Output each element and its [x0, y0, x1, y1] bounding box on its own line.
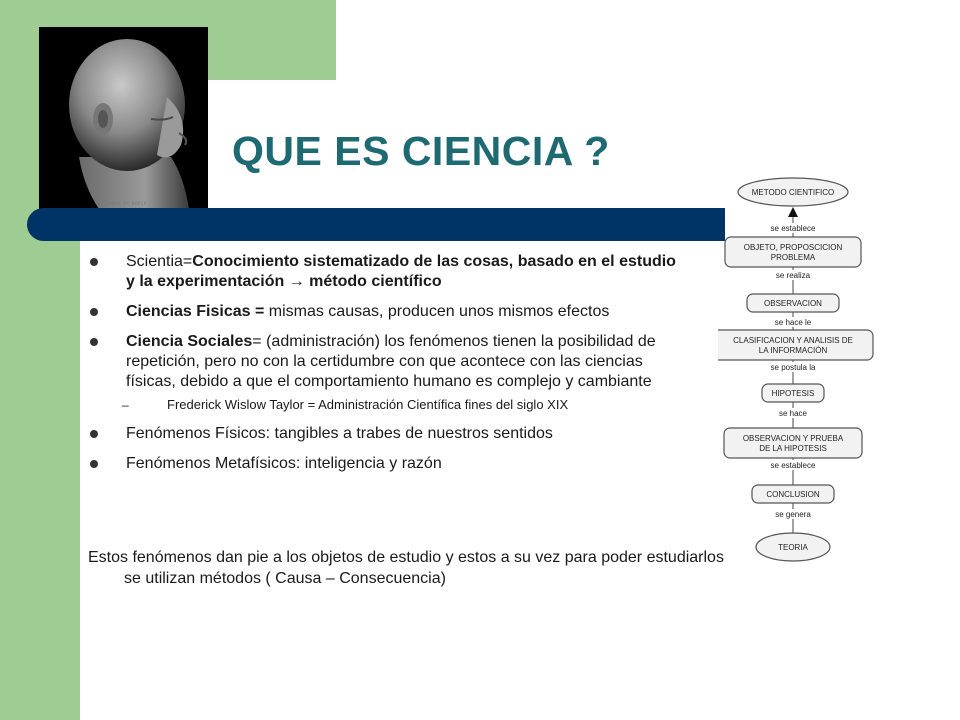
flow-node-label: HIPOTESIS — [771, 389, 815, 398]
flow-node-label: METODO CIENTIFICO — [751, 188, 835, 197]
flow-connector-label: se establece — [770, 461, 816, 470]
bullet-dot — [90, 430, 98, 438]
bullet-item — [90, 252, 680, 292]
flow-node-label: OBSERVACION — [764, 299, 822, 308]
flow-connector-label: se realiza — [775, 271, 811, 280]
flow-connector-label: se establece — [770, 224, 816, 233]
slide-title: QUE ES CIENCIA ? — [232, 128, 610, 174]
bullet-text-part: Scientia= — [126, 253, 193, 270]
bullet-item — [90, 424, 680, 444]
scientific-method-flowchart — [718, 170, 888, 570]
flow-node-box — [718, 330, 873, 360]
bullet-item — [90, 332, 680, 392]
flow-node-label: OBJETO, PROPOSCICION — [743, 243, 843, 252]
flow-node-label: CONCLUSION — [766, 490, 820, 499]
flow-connector-label: se hace — [778, 409, 808, 418]
title-underline-bar — [27, 208, 725, 241]
flow-node-box — [724, 428, 862, 458]
bullet-dot — [90, 308, 98, 316]
sub-bullet-text: Frederick Wislow Taylor = Administración Científica fines del siglo XIX — [167, 397, 569, 412]
flow-arrowhead — [788, 207, 798, 217]
flow-node-label: CLASIFICACION Y ANALISIS DE — [733, 336, 853, 345]
photo-caption: IMAGE BY KOPIU — [106, 201, 147, 206]
bullet-dot — [90, 338, 98, 346]
bullet-text-part: Fenómenos Físicos: tangibles a trabes de nuestros sentidos — [126, 425, 553, 442]
bullet-item — [90, 302, 680, 322]
flow-node-label: TEORIA — [778, 543, 808, 552]
sub-bullet-item — [90, 396, 680, 414]
flow-connector-label: se postula la — [770, 363, 816, 372]
flow-node-label: OBSERVACION Y PRUEBA — [742, 434, 844, 443]
bullet-text-part: Fenómenos Metafísicos: inteligencia y razón — [126, 455, 442, 472]
bullet-dot — [90, 258, 98, 266]
flow-node-label: DE LA HIPOTESIS — [759, 444, 827, 453]
bullet-text-part: Conocimiento sistematizado de las cosas, basado en el estudio y la experimentación → método científico — [126, 253, 676, 290]
head-sculpture-photo — [39, 27, 208, 209]
flow-node-label: LA INFORMACIÓN — [758, 346, 828, 355]
flow-connector-label: se genera — [775, 510, 811, 519]
flow-connector-label: se hace le — [774, 318, 812, 327]
closing-paragraph-text: Estos fenómenos dan pie a los objetos de estudio y estos a su vez para poder estudiarlos se utilizan métodos ( Causa – Consecuencia) — [88, 549, 724, 587]
bullet-list — [90, 252, 680, 484]
bullet-text-part: Ciencia Sociales — [126, 333, 253, 350]
bullet-dot — [90, 460, 98, 468]
bullet-item — [90, 454, 680, 474]
flow-node-label: PROBLEMA — [770, 253, 816, 262]
bullet-text-part: = (administración) los fenómenos tienen la posibilidad de repetición, pero no con la certidumbre con que acontece con las ciencias físicas, debido a que el comportamiento humano es complejo y cambiante — [126, 333, 656, 390]
bullet-text-part: mismas causas, producen unos mismos efectos — [268, 303, 610, 320]
sub-bullet-dash: – — [122, 398, 129, 412]
bullet-text-part: Ciencias Fisicas = — [126, 303, 269, 320]
closing-paragraph — [88, 547, 724, 589]
flow-node-box — [725, 237, 861, 267]
